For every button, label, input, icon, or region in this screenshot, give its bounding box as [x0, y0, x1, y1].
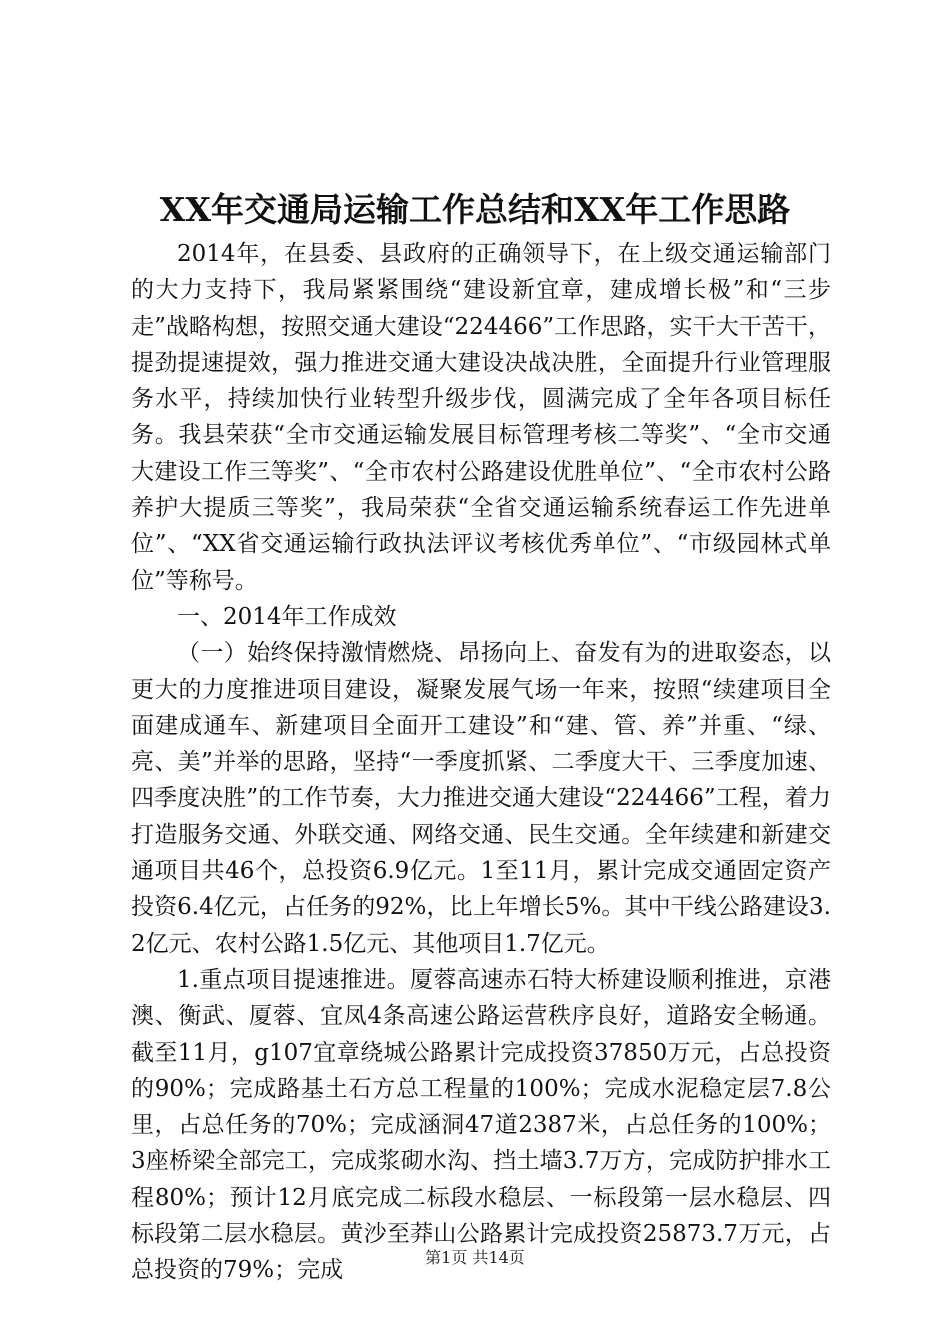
paragraph-intro: 2014年，在县委、县政府的正确领导下，在上级交通运输部门的大力支持下，我局紧紧围绕“建设新宜章，建成增长极”和“三步走”战略构想，按照交通大建设“224466”工作思路，实干大干苦干，提劲提速提效，强力推进交通大建设决战决胜，全面提升行业管理服务水平，持续加快行业转型升级步伐，圆满完成了全年各项目标任务。我县荣获“全市交通运输发展目标管理考核二等奖”、“全市交通大建设工作三等奖”、“全市农村公路建设优胜单位”、“全市农村公路养护大提质三等奖”，我局荣获“全省交通运输系统春运工作先进单位”、“XX省交通运输行政执法评议考核优秀单位”、“市级园林式单位”等称号。 — [131, 241, 832, 594]
paragraph-section-1: （一）始终保持激情燃烧、昂扬向上、奋发有为的进取姿态，以更大的力度推进项目建设，凝聚发展气场一年来，按照“续建项目全面建成通车、新建项目全面开工建设”和“建、管、养”并重、“绿、亮、美”并举的思路，坚持“一季度抓紧、二季度大干、三季度加速、四季度决胜”的工作节奏，大力推进交通大建设“224466”工程，着力打造服务交通、外联交通、网络交通、民生交通。全年续建和新建交通项目共46个，总投资6.9亿元。1至11月，累计完成交通固定资产投资6.4亿元，占任务的92%，比上年增长5%。其中干线公路建设3.2亿元、农村公路1.5亿元、其他项目1.7亿元。 — [131, 640, 831, 957]
document-body — [131, 236, 831, 1289]
section-heading: 一、2014年工作成效 — [177, 603, 397, 630]
page-footer: 第1页 共14页 — [425, 1248, 525, 1267]
document-title: XX年交通局运输工作总结和XX年工作思路 — [159, 190, 791, 229]
paragraph-key-projects: 1.重点项目提速推进。厦蓉高速赤石特大桥建设顺利推进，京港澳、衡武、厦蓉、宜凤4条高速公路运营秩序良好，道路安全畅通。截至11月，g107宜章绕城公路累计完成投资37850万元，占总投资的90%；完成路基土石方总工程量的100%；完成水泥稳定层7.8公里，占总任务的70%；完成涵洞47道2387米，占总任务的100%；3座桥梁全部完工，完成浆砌水沟、挡土墙3.7万方，完成防护排水工程80%；预计12月底完成二标段水稳层、一标段第一层水稳层、四标段第二层水稳层。黄沙至莽山公路累计完成投资25873.7万元，占总投资的79%；完成 — [131, 966, 831, 1284]
